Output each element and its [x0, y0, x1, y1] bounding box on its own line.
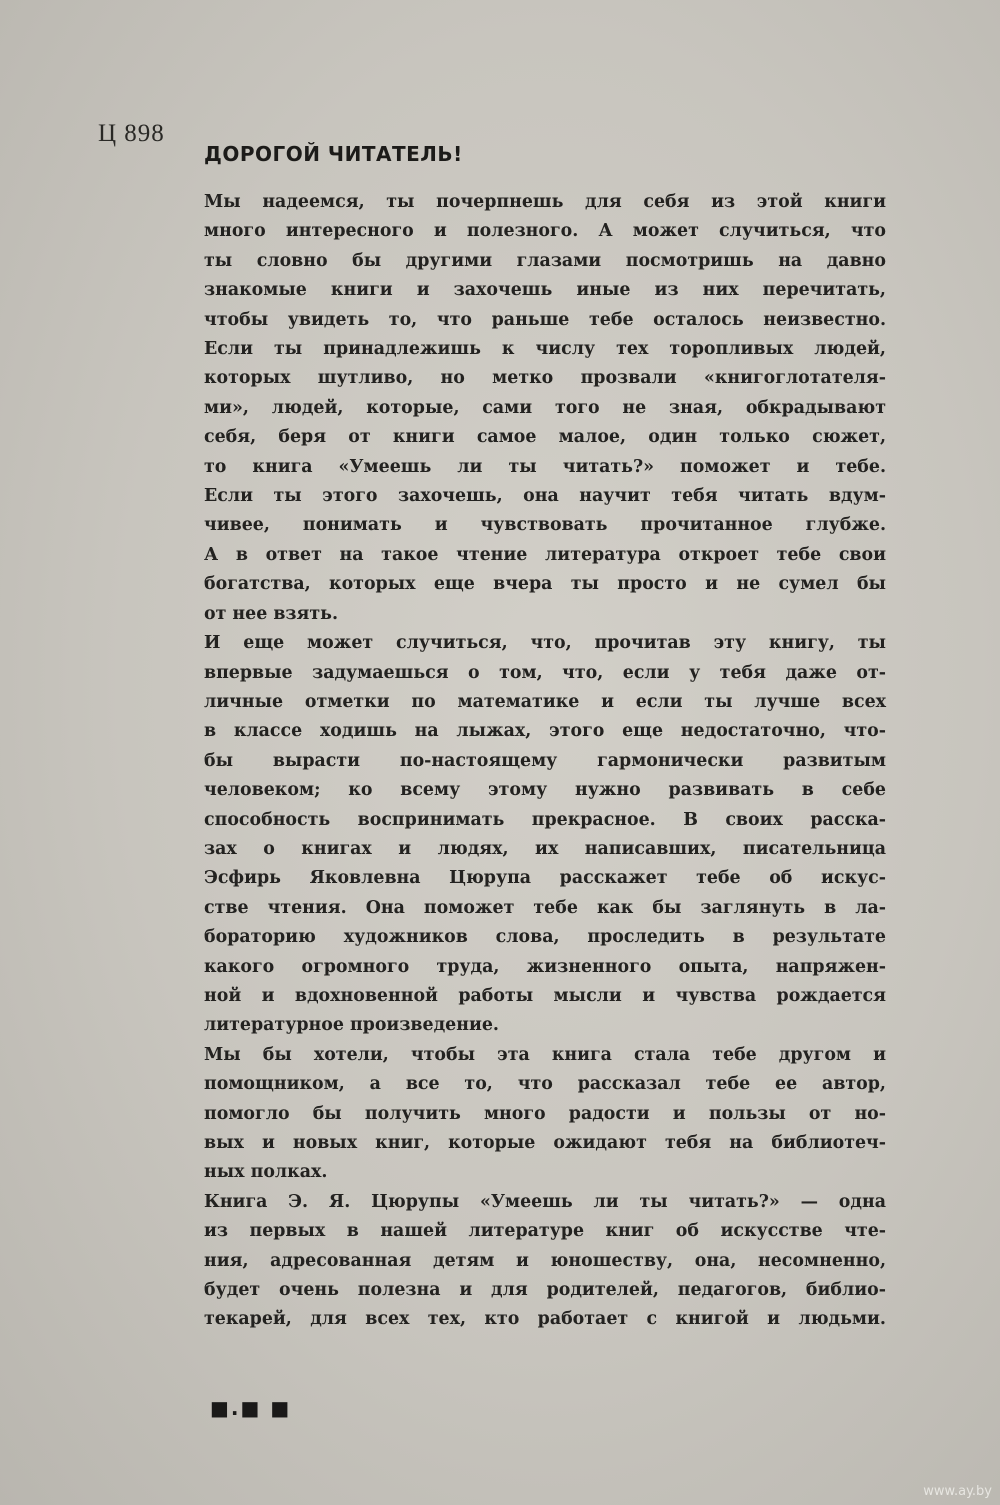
text-line: от нее взять. — [204, 603, 339, 624]
text-line: зах о книгах и людях, их написавших, писательница — [204, 838, 886, 859]
text-line: ных полках. — [204, 1162, 328, 1183]
text-line: способность воспринимать прекрасное. В своих расска- — [204, 809, 886, 830]
text-line: стве чтения. Она поможет тебе как бы заглянуть в ла- — [204, 897, 886, 918]
paragraph-4 — [204, 1188, 886, 1335]
text-line: чивее, понимать и чувствовать прочитанное глубже. — [204, 515, 886, 536]
text-line: литературное произведение. — [204, 1015, 499, 1036]
text-line: личные отметки по математике и если ты лучше всех — [204, 691, 886, 712]
text-line: ты словно бы другими глазами посмотришь на давно — [204, 250, 886, 271]
text-line: бы вырасти по-настоящему гармонически развитым — [204, 750, 886, 771]
text-line: бораторию художников слова, проследить в результате — [204, 927, 886, 948]
text-line: Мы бы хотели, чтобы эта книга стала тебе другом и — [204, 1044, 886, 1065]
text-line: ния, адресованная детям и юношеству, она, несомненно, — [204, 1250, 886, 1271]
text-line: Книга Э. Я. Цюрупы «Умеешь ли ты читать?» — одна — [204, 1191, 886, 1212]
watermark: www.ay.by — [923, 1484, 992, 1499]
body-text — [204, 188, 886, 1335]
text-line: Мы надеемся, ты почерпнешь для себя из этой книги — [204, 192, 886, 212]
text-line: человеком; ко всему этому нужно развивать в себе — [204, 780, 886, 801]
page-heading: ДОРОГОЙ ЧИТАТЕЛЬ! — [204, 142, 463, 166]
catalog-mark: Ц 898 — [98, 120, 165, 147]
text-line: вых и новых книг, которые ожидают тебя на библиотеч- — [204, 1133, 886, 1153]
text-line: помогло бы получить много радости и пользы от но- — [204, 1103, 886, 1124]
text-line: А в ответ на такое чтение литература откроет тебе свои — [204, 544, 886, 565]
paragraph-2 — [204, 629, 886, 1041]
paragraph-1 — [204, 188, 886, 629]
text-line: то книга «Умеешь ли ты читать?» поможет и тебе. — [204, 456, 886, 477]
text-line: чтобы увидеть то, что раньше тебе осталось неизвестно. — [204, 309, 886, 330]
text-line: богатства, которых еще вчера ты просто и не сумел бы — [204, 574, 886, 595]
text-line: себя, беря от книги самое малое, один только сюжет, — [204, 427, 886, 448]
publisher-marks: ■.■ ■ — [210, 1396, 292, 1420]
text-line: в классе ходишь на лыжах, этого еще недостаточно, что- — [204, 721, 886, 742]
text-line: Если ты этого захочешь, она научит тебя читать вдум- — [204, 486, 886, 507]
text-line: И еще может случиться, что, прочитав эту книгу, ты — [204, 633, 886, 654]
text-line: впервые задумаешься о том, что, если у тебя даже от- — [204, 662, 886, 683]
text-line: которых шутливо, но метко прозвали «книгоглотателя- — [204, 368, 886, 389]
text-line: помощником, а все то, что рассказал тебе ее автор, — [204, 1074, 886, 1095]
text-line: какого огромного труда, жизненного опыта, напряжен- — [204, 956, 886, 977]
text-line: ми», людей, которые, сами того не зная, обкрадывают — [204, 397, 886, 418]
text-line: Эсфирь Яковлевна Цюрупа расскажет тебе об искус- — [204, 868, 886, 889]
text-line: будет очень полезна и для родителей, педагогов, библио- — [204, 1280, 886, 1301]
text-line: Если ты принадлежишь к числу тех торопливых людей, — [204, 339, 886, 360]
text-line: знакомые книги и захочешь иные из них перечитать, — [204, 280, 886, 301]
text-line: текарей, для всех тех, кто работает с книгой и людьми. — [204, 1309, 886, 1330]
text-line: из первых в нашей литературе книг об искусстве чте- — [204, 1221, 886, 1242]
paragraph-3 — [204, 1041, 886, 1188]
text-line: ной и вдохновенной работы мысли и чувства рождается — [204, 985, 886, 1006]
text-line: много интересного и полезного. А может случиться, что — [204, 221, 886, 242]
